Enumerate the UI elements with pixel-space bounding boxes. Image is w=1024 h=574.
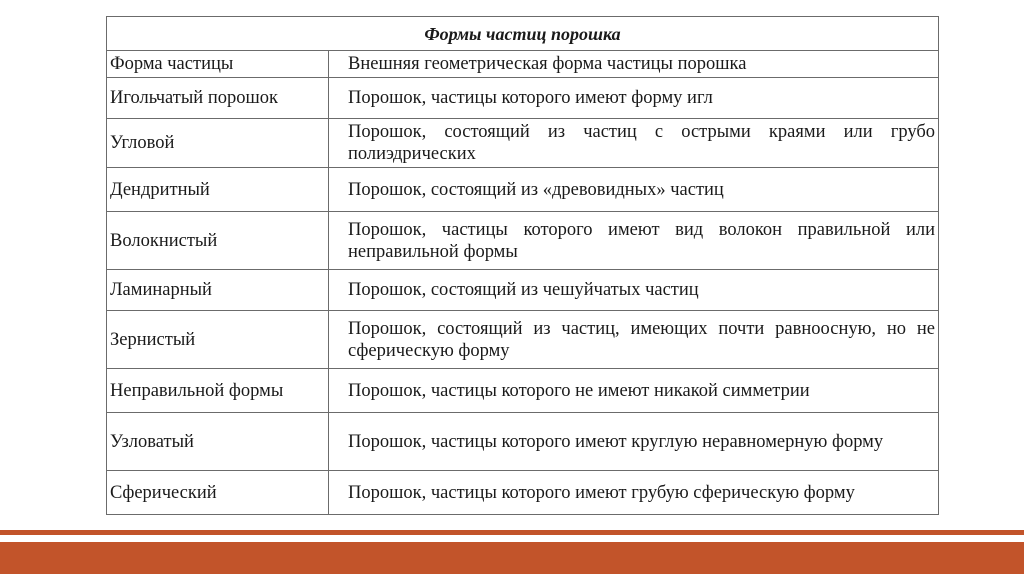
table-title-row bbox=[107, 17, 939, 51]
shape-name-cell: Волокнистый bbox=[107, 212, 329, 270]
shape-description-cell: Порошок, состоящий из «древовидных» частиц bbox=[329, 168, 939, 212]
table-row bbox=[107, 413, 939, 471]
shape-description-cell: Порошок, состоящий из частиц, имеющих почти равноосную, но не сферическую форму bbox=[329, 311, 939, 369]
shape-name-cell: Узловатый bbox=[107, 413, 329, 471]
shape-name-cell: Игольчатый порошок bbox=[107, 78, 329, 119]
footer-accent-bar bbox=[0, 542, 1024, 574]
shape-name-cell: Дендритный bbox=[107, 168, 329, 212]
shape-name-cell: Зернистый bbox=[107, 311, 329, 369]
table-row bbox=[107, 168, 939, 212]
shape-description-cell: Порошок, частицы которого имеют круглую неравномерную форму bbox=[329, 413, 939, 471]
shape-name-cell: Угловой bbox=[107, 119, 329, 168]
table-row bbox=[107, 369, 939, 413]
shape-description-cell: Порошок, частицы которого имеют форму игл bbox=[329, 78, 939, 119]
table-row bbox=[107, 119, 939, 168]
table-row bbox=[107, 471, 939, 515]
header-shape-cell: Форма частицы bbox=[107, 51, 329, 78]
table-header-row bbox=[107, 51, 939, 78]
shape-name-cell: Ламинарный bbox=[107, 270, 329, 311]
table-row bbox=[107, 212, 939, 270]
particle-shapes-table bbox=[106, 16, 939, 515]
footer-accent-line bbox=[0, 530, 1024, 535]
shape-description-cell: Порошок, частицы которого имеют грубую сферическую форму bbox=[329, 471, 939, 515]
shape-name-cell: Сферический bbox=[107, 471, 329, 515]
shape-description-cell: Порошок, частицы которого имеют вид волокон правильной или неправильной формы bbox=[329, 212, 939, 270]
table-row bbox=[107, 78, 939, 119]
table-title: Формы частиц порошка bbox=[107, 17, 939, 51]
shape-description-cell: Порошок, состоящий из частиц с острыми краями или грубо полиэдрических bbox=[329, 119, 939, 168]
table-row bbox=[107, 270, 939, 311]
header-description-cell: Внешняя геометрическая форма частицы порошка bbox=[329, 51, 939, 78]
shape-description-cell: Порошок, состоящий из чешуйчатых частиц bbox=[329, 270, 939, 311]
shape-name-cell: Неправильной формы bbox=[107, 369, 329, 413]
shape-description-cell: Порошок, частицы которого не имеют никакой симметрии bbox=[329, 369, 939, 413]
table-row bbox=[107, 311, 939, 369]
